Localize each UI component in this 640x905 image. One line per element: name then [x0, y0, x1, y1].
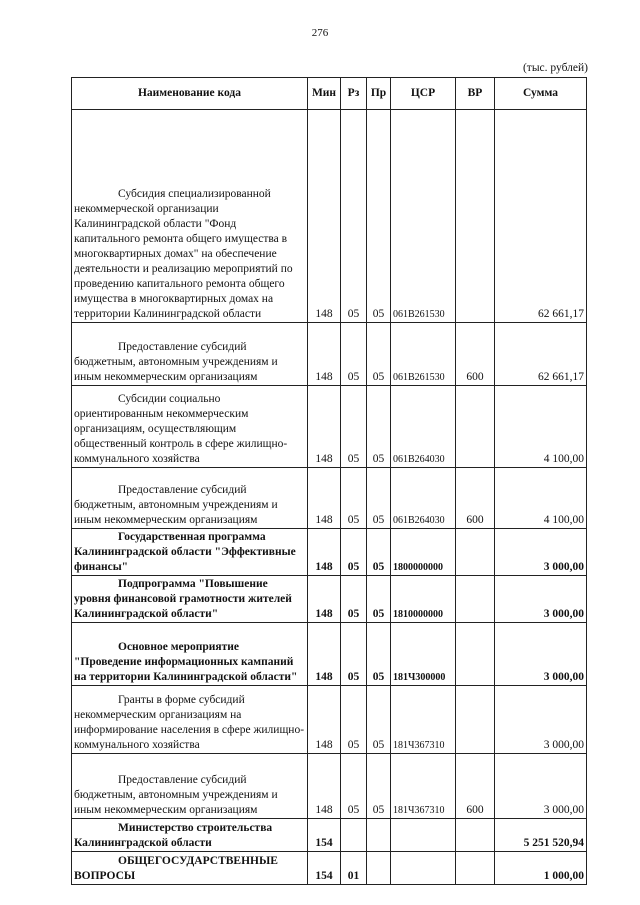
header-pr: Пр: [367, 78, 391, 110]
row-sum: 3 000,00: [495, 529, 587, 576]
row-sum: 4 100,00: [495, 386, 587, 468]
row-vr: [456, 819, 495, 852]
row-csr: 181Ч300000: [391, 623, 456, 686]
row-sum: 4 100,00: [495, 468, 587, 529]
row-pr: 05: [367, 323, 391, 386]
row-vr: 600: [456, 468, 495, 529]
table-row: [72, 852, 587, 885]
row-name: Подпрограмма "Повышение уровня финансовой грамотности жителей Калининградской области": [72, 576, 308, 623]
row-csr: 181Ч367310: [391, 686, 456, 754]
row-csr: 1800000000: [391, 529, 456, 576]
row-name: Предоставление субсидий бюджетным, автономным учреждениям и иным некоммерческим организациям: [72, 323, 308, 386]
row-sum: 5 251 520,94: [495, 819, 587, 852]
row-csr: [391, 852, 456, 885]
row-pr: 05: [367, 529, 391, 576]
row-csr: 061В261530: [391, 323, 456, 386]
row-csr: 181Ч367310: [391, 754, 456, 819]
table-row: [72, 323, 587, 386]
row-csr: 061В261530: [391, 110, 456, 323]
header-sum: Сумма: [495, 78, 587, 110]
row-name: ОБЩЕГОСУДАРСТВЕННЫЕ ВОПРОСЫ: [72, 852, 308, 885]
row-vr: [456, 623, 495, 686]
row-name: Предоставление субсидий бюджетным, автономным учреждениям и иным некоммерческим организациям: [72, 754, 308, 819]
row-csr: [391, 819, 456, 852]
row-rz: 05: [341, 623, 367, 686]
page-number: 276: [311, 27, 329, 39]
table-row: [72, 754, 587, 819]
table-row: [72, 623, 587, 686]
row-vr: 600: [456, 754, 495, 819]
table-row: [72, 110, 587, 323]
row-rz: 05: [341, 576, 367, 623]
row-vr: [456, 686, 495, 754]
table-row: [72, 576, 587, 623]
row-sum: 62 661,17: [495, 110, 587, 323]
row-sum: 1 000,00: [495, 852, 587, 885]
row-pr: 05: [367, 623, 391, 686]
row-name: Министерство строительства Калининградской области: [72, 819, 308, 852]
row-rz: 05: [341, 529, 367, 576]
row-sum: 3 000,00: [495, 686, 587, 754]
row-sum: 3 000,00: [495, 754, 587, 819]
row-name: Гранты в форме субсидий некоммерческим организациям на информирование населения в сфере жилищно-коммунального хозяйства: [72, 686, 308, 754]
row-sum: 3 000,00: [495, 576, 587, 623]
row-name: Субсидия специализированной некоммерческой организации Калининградской области "Фонд капитального ремонта общего имущества в многоквартирных домах" на обеспечение деятельности и реализацию мероприятий по проведению капитального ремонта общего имущества в многоквартирных домах на территории Калининградской области: [72, 110, 308, 323]
row-min: 154: [308, 852, 341, 885]
row-pr: 05: [367, 686, 391, 754]
row-pr: 05: [367, 386, 391, 468]
row-rz: 05: [341, 110, 367, 323]
row-min: 148: [308, 754, 341, 819]
row-vr: [456, 852, 495, 885]
table-row: [72, 386, 587, 468]
row-name: Субсидии социально ориентированным некоммерческим организациям, осуществляющим общественный контроль в сфере жилищно-коммунального хозяйства: [72, 386, 308, 468]
row-pr: 05: [367, 110, 391, 323]
row-pr: 05: [367, 576, 391, 623]
row-rz: 05: [341, 686, 367, 754]
table-row: [72, 529, 587, 576]
header-rz: Рз: [341, 78, 367, 110]
row-rz: [341, 819, 367, 852]
row-pr: [367, 852, 391, 885]
row-vr: 600: [456, 323, 495, 386]
row-name: Предоставление субсидий бюджетным, автономным учреждениям и иным некоммерческим организациям: [72, 468, 308, 529]
budget-table: [71, 77, 587, 885]
row-min: 148: [308, 576, 341, 623]
row-min: 148: [308, 623, 341, 686]
header-name: Наименование кода: [72, 78, 308, 110]
row-sum: 3 000,00: [495, 623, 587, 686]
row-min: 148: [308, 529, 341, 576]
header-min: Мин: [308, 78, 341, 110]
table-row: [72, 686, 587, 754]
row-min: 148: [308, 386, 341, 468]
table-row: [72, 468, 587, 529]
row-csr: 1810000000: [391, 576, 456, 623]
row-vr: [456, 110, 495, 323]
row-pr: 05: [367, 468, 391, 529]
row-rz: 05: [341, 754, 367, 819]
row-name: Основное мероприятие "Проведение информационных кампаний на территории Калининградской области": [72, 623, 308, 686]
header-vr: ВР: [456, 78, 495, 110]
row-pr: [367, 819, 391, 852]
row-rz: 05: [341, 386, 367, 468]
row-vr: [456, 576, 495, 623]
row-rz: 05: [341, 323, 367, 386]
row-vr: [456, 386, 495, 468]
row-pr: 05: [367, 754, 391, 819]
row-min: 148: [308, 110, 341, 323]
table-header-row: [72, 78, 587, 110]
row-name: Государственная программа Калининградской области "Эффективные финансы": [72, 529, 308, 576]
table-row: [72, 819, 587, 852]
row-min: 148: [308, 468, 341, 529]
units-label: (тыс. рублей): [522, 62, 588, 74]
header-csr: ЦСР: [391, 78, 456, 110]
row-vr: [456, 529, 495, 576]
row-rz: 01: [341, 852, 367, 885]
row-min: 148: [308, 323, 341, 386]
row-sum: 62 661,17: [495, 323, 587, 386]
row-csr: 061В264030: [391, 468, 456, 529]
row-csr: 061В264030: [391, 386, 456, 468]
row-rz: 05: [341, 468, 367, 529]
row-min: 148: [308, 686, 341, 754]
row-min: 154: [308, 819, 341, 852]
